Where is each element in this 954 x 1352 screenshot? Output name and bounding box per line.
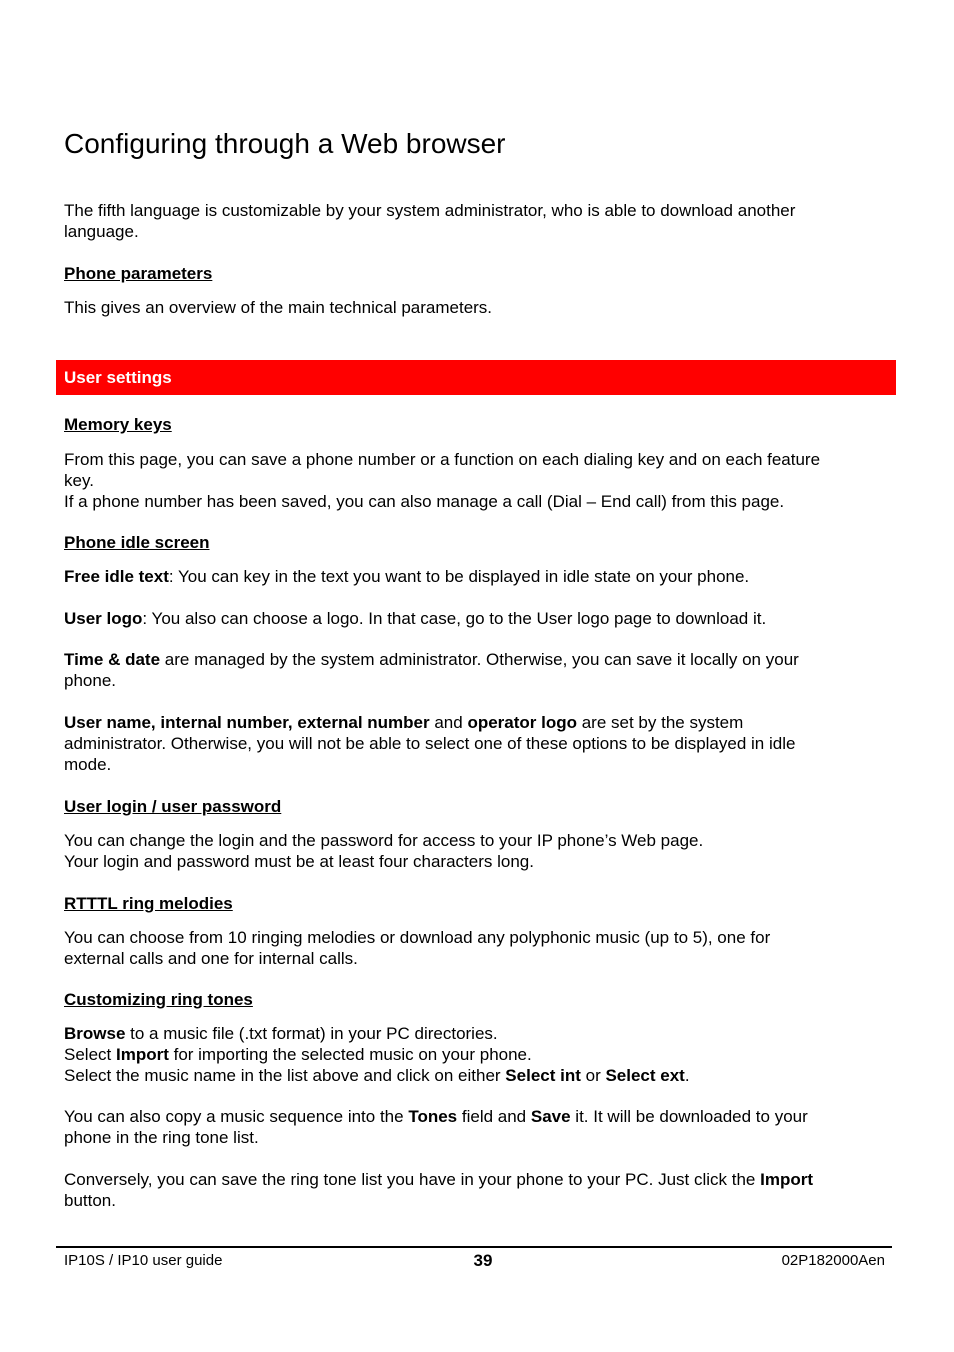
import-rest: for importing the selected music on your phone. [168, 1045, 532, 1064]
rtttl-line-1: You can choose from 10 ringing melodies or download any polyphonic music (up to 5), one for [64, 928, 771, 947]
tones-bold: Tones [408, 1107, 458, 1126]
phone-parameters-heading: Phone parameters [64, 264, 213, 283]
phone-parameters-text: This gives an overview of the main technical parameters. [64, 298, 493, 317]
time-date-line-2: phone. [64, 671, 116, 690]
browse-rest: to a music file (.txt format) in your PC directories. [125, 1024, 498, 1043]
user-logo-rest: : You also can choose a logo. In that case, go to the User logo page to download it. [142, 609, 767, 628]
rtttl-paragraph [64, 927, 884, 969]
user-logo-bold: User logo [64, 609, 143, 628]
save-bold: Save [530, 1107, 571, 1126]
page-title: Configuring through a Web browser [64, 128, 506, 159]
browse-line [64, 1023, 884, 1044]
username-and: and [429, 713, 468, 732]
login-paragraph [64, 830, 884, 872]
user-logo-line [64, 608, 884, 629]
rtttl-heading: RTTTL ring melodies [64, 894, 233, 913]
time-date-rest: are managed by the system administrator. Otherwise, you can save it locally on your [160, 650, 799, 669]
copy-paragraph [64, 1106, 884, 1148]
memory-keys-paragraph [64, 449, 884, 512]
free-idle-bold: Free idle text [64, 567, 169, 586]
import-line [64, 1044, 884, 1065]
footer-rule [56, 1246, 892, 1248]
copy-mid: field and [457, 1107, 531, 1126]
intro-paragraph [64, 200, 884, 242]
or-text: or [580, 1066, 606, 1085]
choose-line [64, 1065, 884, 1086]
browse-paragraph [64, 1023, 884, 1086]
login-line-2: Your login and password must be at least four characters long. [64, 852, 534, 871]
memory-keys-line-2: key. [64, 471, 94, 490]
free-idle-line [64, 566, 884, 587]
conversely-paragraph [64, 1169, 884, 1211]
user-logo-paragraph [64, 608, 884, 629]
free-idle-text-paragraph [64, 566, 884, 587]
username-rest: are set by the system [577, 713, 744, 732]
login-line-1: You can change the login and the password for access to your IP phone’s Web page. [64, 831, 704, 850]
memory-keys-heading: Memory keys [64, 415, 172, 434]
ring-tones-heading: Customizing ring tones [64, 990, 253, 1009]
copy-line-2: phone in the ring tone list. [64, 1128, 259, 1147]
rtttl-line-2: external calls and one for internal calls. [64, 949, 358, 968]
intro-line-1: The fifth language is customizable by your system administrator, who is able to download another [64, 201, 796, 220]
select-pre: Select [64, 1045, 116, 1064]
time-date-line-1 [64, 649, 884, 670]
copy-pre: You can also copy a music sequence into the [64, 1107, 409, 1126]
memory-keys-line-1: From this page, you can save a phone number or a function on each dialing key and on each feature [64, 450, 821, 469]
conversely-line-2: button. [64, 1191, 116, 1210]
username-paragraph [64, 712, 884, 775]
username-line-2: administrator. Otherwise, you will not be able to select one of these options to be displayed in idle [64, 734, 796, 753]
login-heading: User login / user password [64, 797, 282, 816]
import-bold: Import [115, 1045, 169, 1064]
idle-screen-heading: Phone idle screen [64, 533, 210, 552]
time-date-bold: Time & date [64, 650, 161, 669]
footer-guide-name: IP10S / IP10 user guide [64, 1252, 223, 1269]
intro-line-2: language. [64, 222, 139, 241]
conversely-line-1 [64, 1169, 884, 1190]
free-idle-rest: : You can key in the text you want to be displayed in idle state on your phone. [168, 567, 750, 586]
user-settings-label: User settings [64, 368, 172, 387]
select-int-bold: Select int [505, 1066, 581, 1085]
conversely-pre: Conversely, you can save the ring tone list you have in your phone to your PC. Just click the [64, 1170, 761, 1189]
time-date-paragraph [64, 649, 884, 691]
operator-logo-bold: operator logo [467, 713, 577, 732]
conversely-import-bold: Import [760, 1170, 813, 1189]
username-bold: User name, internal number, external number [64, 713, 430, 732]
footer-document-code: 02P182000Aen [781, 1252, 885, 1269]
choose-period: . [684, 1066, 690, 1085]
username-line-1 [64, 712, 884, 733]
username-line-3: mode. [64, 755, 112, 774]
memory-keys-line-3: If a phone number has been saved, you can also manage a call (Dial – End call) from this page. [64, 492, 785, 511]
select-ext-bold: Select ext [605, 1066, 685, 1085]
browse-bold: Browse [64, 1024, 126, 1043]
copy-line-1 [64, 1106, 884, 1127]
choose-pre: Select the music name in the list above and click on either [64, 1066, 506, 1085]
user-settings-banner [56, 360, 896, 395]
copy-rest: it. It will be downloaded to your [570, 1107, 808, 1126]
footer-page-number: 39 [473, 1251, 493, 1270]
